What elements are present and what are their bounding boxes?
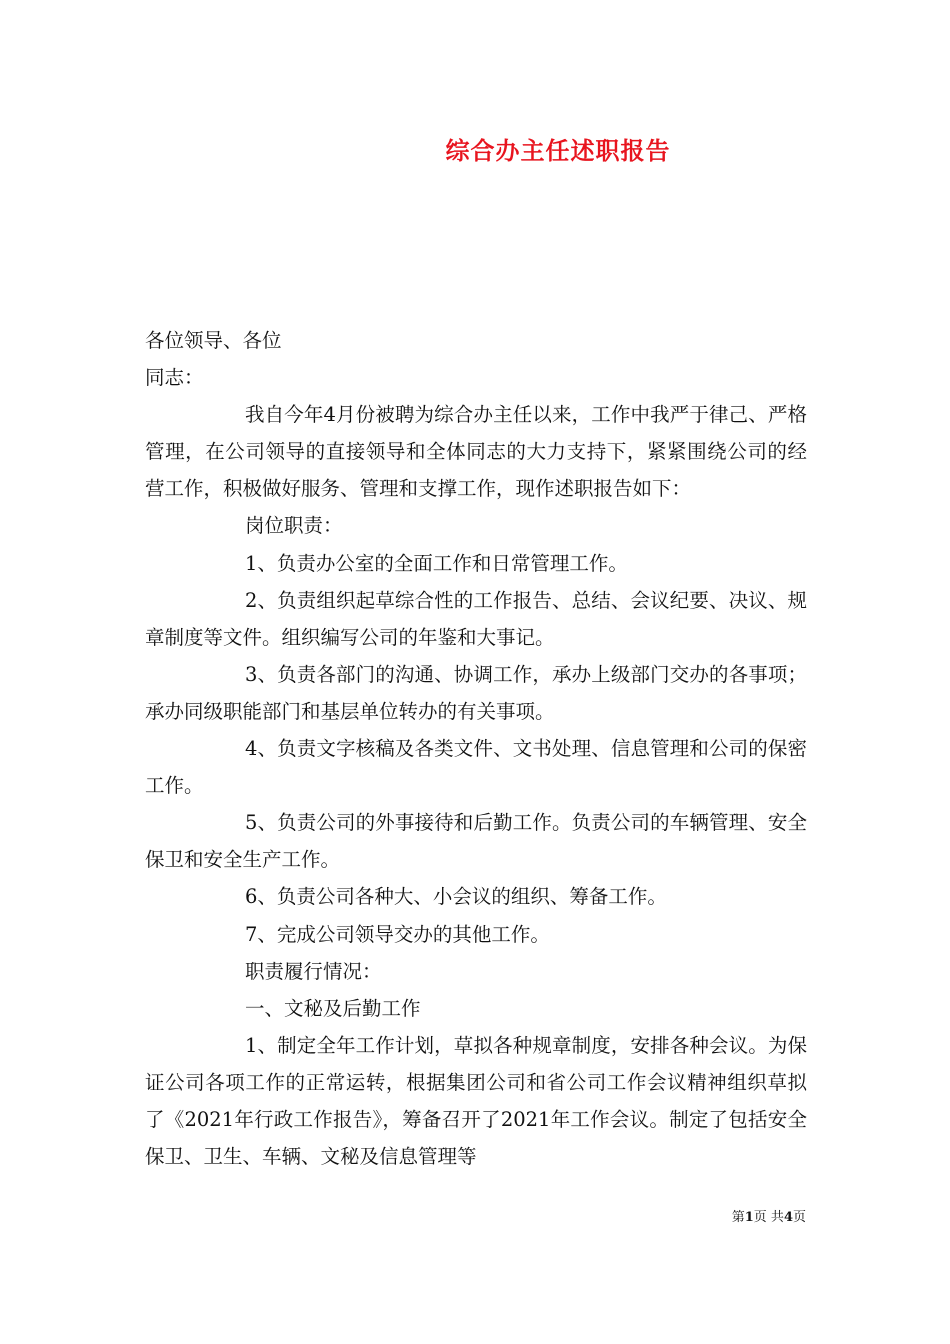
heading-performance: 职责履行情况： xyxy=(245,959,382,983)
document-body xyxy=(145,322,807,1175)
duty-item-4: 4、负责文字核稿及各类文件、文书处理、信息管理和公司的保密工作。 xyxy=(145,737,807,798)
document-title: 综合办主任述职报告 xyxy=(445,136,671,165)
footer-middle: 页 共 xyxy=(753,1210,784,1225)
footer-total-pages: 4 xyxy=(783,1210,793,1225)
duty-item-6: 6、负责公司各种大、小会议的组织、筹备工作。 xyxy=(245,885,667,909)
duty-item-5: 5、负责公司的外事接待和后勤工作。负责公司的车辆管理、安全保卫和安全生产工作。 xyxy=(145,811,807,872)
duty-item-3: 3、负责各部门的沟通、协调工作，承办上级部门交办的各事项；承办同级职能部门和基层单位转办的有关事项。 xyxy=(145,662,807,723)
paragraph-planning: 1、制定全年工作计划，草拟各种规章制度，安排各种会议。为保证公司各项工作的正常运转，根据集团公司和省公司工作会议精神组织草拟了《2021年行政工作报告》，筹备召开了2021年工作会议。制定了包括安全保卫、卫生、车辆、文秘及信息管理等 xyxy=(145,1033,807,1169)
heading-duties: 岗位职责： xyxy=(245,514,343,538)
duty-item-7: 7、完成公司领导交办的其他工作。 xyxy=(245,922,550,946)
salutation-line-2: 同志： xyxy=(145,366,204,390)
salutation-line-1: 各位领导、各位 xyxy=(145,329,282,352)
section-heading-1: 一、文秘及后勤工作 xyxy=(245,996,421,1020)
paragraph-intro: 我自今年4月份被聘为综合办主任以来，工作中我严于律己、严格管理，在公司领导的直接领导和全体同志的大力支持下，紧紧围绕公司的经营工作，积极做好服务、管理和支撑工作，现作述职报告如下： xyxy=(145,403,807,501)
page-footer xyxy=(732,1209,806,1227)
duty-item-1: 1、负责办公室的全面工作和日常管理工作。 xyxy=(245,551,628,575)
footer-current-page: 1 xyxy=(744,1210,754,1225)
duty-item-2: 2、负责组织起草综合性的工作报告、总结、会议纪要、决议、规章制度等文件。组织编写公司的年鉴和大事记。 xyxy=(145,588,807,649)
footer-suffix: 页 xyxy=(792,1210,806,1225)
footer-prefix: 第 xyxy=(731,1210,745,1225)
